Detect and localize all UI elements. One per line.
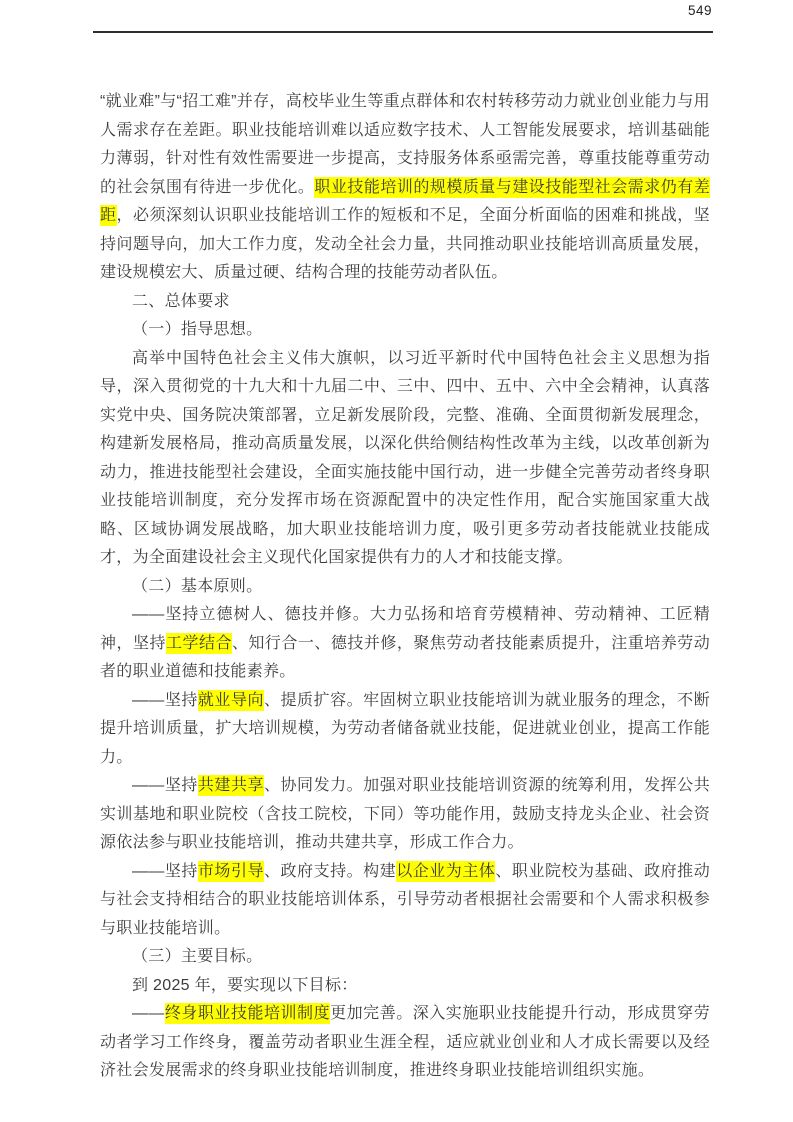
text-segment: 更加完善。深入实施职业技能提升行动，形成贯穿劳动者学习工作终身，覆盖劳动者职业生涯全程，适应就业创业和人才成长需要以及经济社会发展需求的终身职业技能培训制度，推进终身职业技能培训组织实施。 bbox=[100, 1005, 710, 1079]
paragraph bbox=[100, 573, 710, 602]
text-segment: 、协同发力。加强对职业技能培训资源的统筹利用，发挥公共实训基地和职业院校（含技工院校，下同）等功能作用，鼓励支持龙头企业、社会资源依法参与职业技能培训，推动共建共享，形成工作合力。 bbox=[100, 777, 710, 851]
text-segment: ——坚持 bbox=[132, 862, 198, 880]
text-segment: 二、总体要求 bbox=[132, 292, 230, 310]
text-segment: ——坚持 bbox=[132, 691, 198, 709]
highlighted-text: 共建共享 bbox=[197, 777, 264, 794]
document-body bbox=[100, 88, 710, 1086]
paragraph bbox=[100, 88, 710, 288]
paragraph bbox=[100, 316, 710, 345]
highlighted-text: 市场引导 bbox=[197, 862, 264, 880]
text-segment: 、提质扩容。牢固树立职业技能培训为就业服务的理念，不断提升培训质量，扩大培训规模，为劳动者储备就业技能，促进就业创业，提高工作能力。 bbox=[100, 691, 710, 766]
text-segment: ，必须深刻认识职业技能培训工作的短板和不足，全面分析面临的困难和挑战，坚持问题导向，加大工作力度，发动全社会力量，共同推动职业技能培训高质量发展，建设规模宏大、质量过硬、结构合理的技能劳动者队伍。 bbox=[100, 207, 710, 281]
page-number: 549 bbox=[687, 3, 712, 18]
paragraph bbox=[100, 345, 710, 573]
text-segment: 、政府支持。构建 bbox=[264, 862, 397, 880]
highlighted-text: 终身职业技能培训制度 bbox=[164, 1005, 331, 1022]
highlighted-text: 以企业为主体 bbox=[396, 862, 496, 880]
paragraph bbox=[100, 858, 710, 944]
text-segment: —— bbox=[132, 1005, 165, 1022]
paragraph bbox=[100, 288, 710, 317]
paragraph bbox=[100, 687, 710, 773]
text-segment: 高举中国特色社会主义伟大旗帜，以习近平新时代中国特色社会主义思想为指导，深入贯彻党的十九大和十九届二中、三中、四中、五中、六中全会精神，认真落实党中央、国务院决策部署，立足新发展阶段，完整、准确、全面贯彻新发展理念，构建新发展格局，推动高质量发展，以深化供给侧结构性改革为主线，以改革创新为动力，推进技能型社会建设，全面实施技能中国行动，进一步健全完善劳动者终身职业技能培训制度，充分发挥市场在资源配置中的决定性作用，配合实施国家重大战略、区域协调发展战略，加大职业技能培训力度，吸引更多劳动者技能就业技能成才，为全面建设社会主义现代化国家提供有力的人才和技能支撑。 bbox=[100, 349, 710, 566]
text-segment: （一）指导思想。 bbox=[132, 321, 263, 338]
text-segment: 、知行合一、德技并修，聚焦劳动者技能素质提升，注重培养劳动者的职业道德和技能素养。 bbox=[100, 634, 710, 680]
text-segment: “就业难”与“招工难”并存，高校毕业生等重点群体和农村转移劳动力就业创业能力与用人需求存在差距。职业技能培训难以适应数字技术、人工智能发展要求，培训基础能力薄弱，针对性有效性需要进一步提高，支持服务体系亟需完善，尊重技能尊重劳动的社会氛围有待进一步优化。 bbox=[100, 93, 710, 196]
paragraph bbox=[100, 1000, 710, 1086]
highlighted-text: 就业导向 bbox=[197, 691, 264, 709]
text-segment: 到 2025 年，要实现以下目标： bbox=[132, 976, 358, 994]
text-segment: ——坚持立德树人、德技并修。大力弘扬和培育劳模精神、劳动精神、工匠精神，坚持 bbox=[100, 606, 710, 652]
text-segment: （二）基本原则。 bbox=[132, 577, 263, 595]
highlighted-text: 工学结合 bbox=[165, 634, 232, 652]
header-rule bbox=[93, 31, 713, 33]
highlighted-text: 职业技能培训的规模质量与建设技能型社会需求仍有差距 bbox=[100, 178, 710, 224]
text-segment: ——坚持 bbox=[132, 777, 198, 794]
paragraph bbox=[100, 601, 710, 687]
paragraph bbox=[100, 972, 710, 1001]
text-segment: （三）主要目标。 bbox=[132, 948, 263, 965]
paragraph bbox=[100, 943, 710, 972]
paragraph bbox=[100, 772, 710, 858]
text-segment: 、职业院校为基础、政府推动与社会支持相结合的职业技能培训体系，引导劳动者根据社会需要和个人需求积极参与职业技能培训。 bbox=[100, 862, 711, 937]
